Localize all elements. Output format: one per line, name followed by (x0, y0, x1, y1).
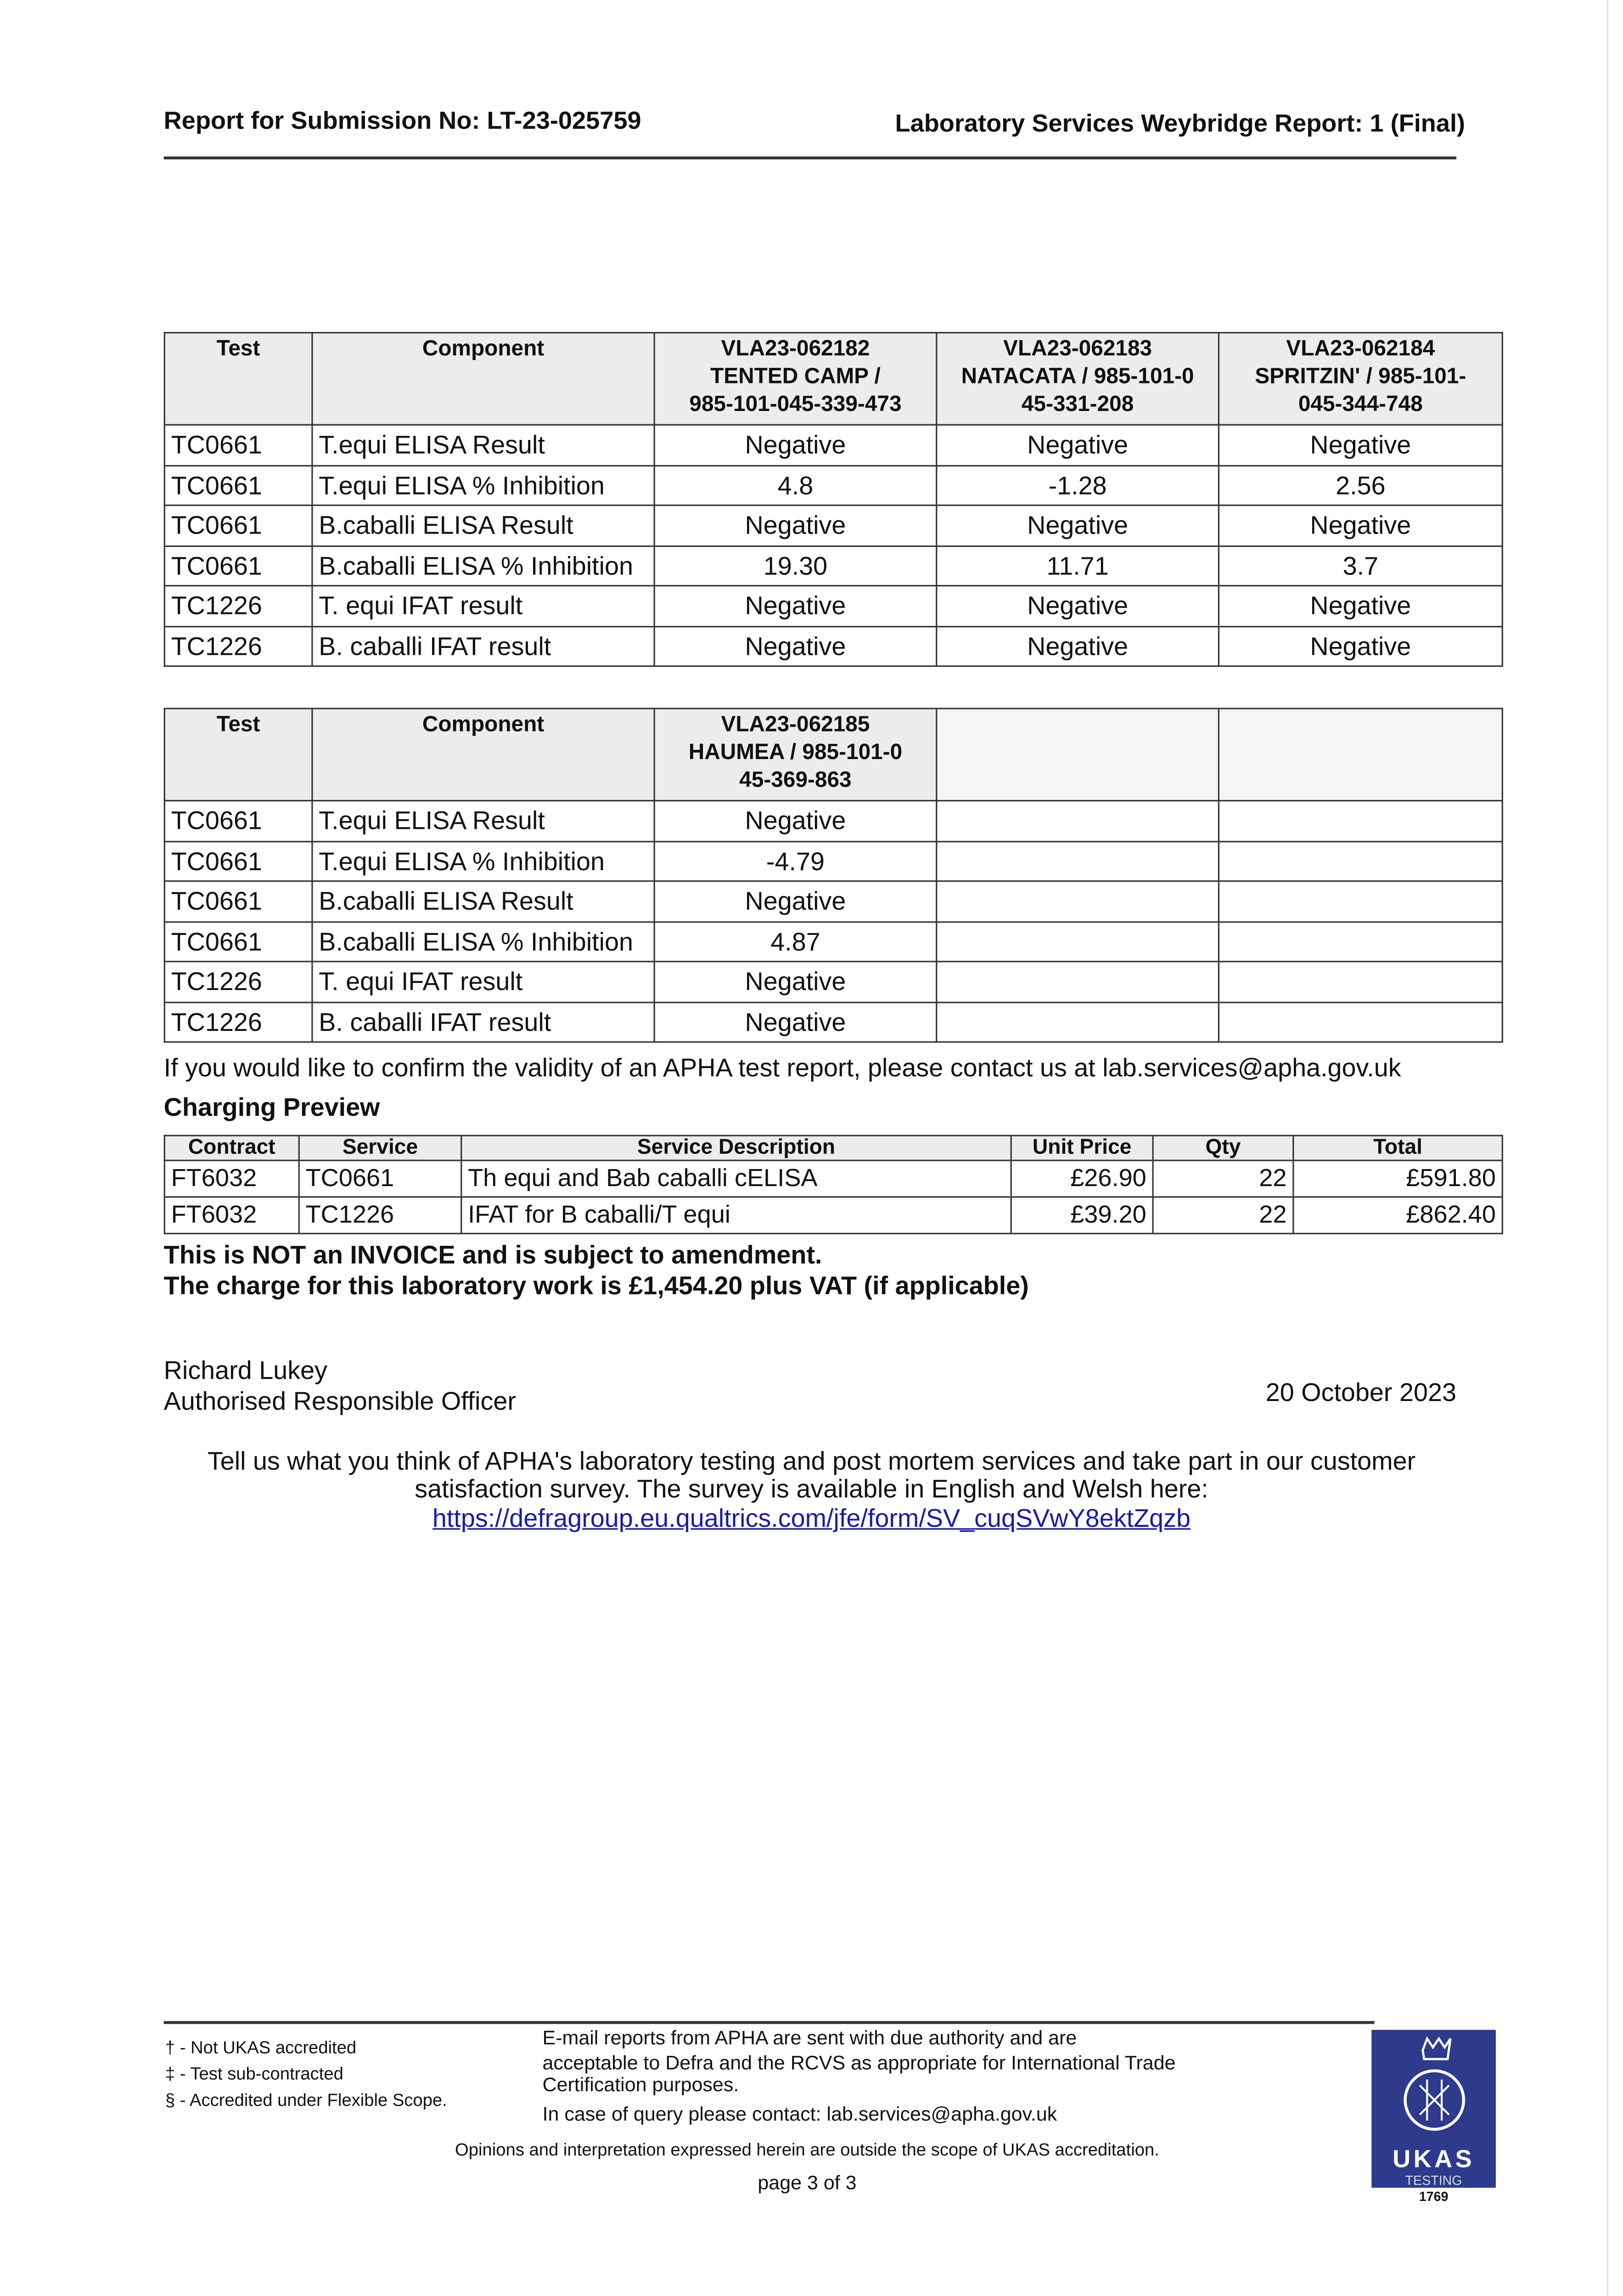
table-row (164, 505, 1502, 546)
col-contract: Contract (164, 1136, 299, 1160)
email-note-3: Certification purposes. (542, 2073, 739, 2096)
cell: TC1226 (164, 1002, 312, 1042)
crown-icon (1371, 2030, 1496, 2139)
cell (1219, 921, 1502, 962)
cell (937, 1002, 1219, 1042)
cell: Negative (654, 881, 937, 922)
cell: TC0661 (164, 505, 312, 546)
table-row (164, 881, 1502, 922)
survey-link[interactable]: https://defragroup.eu.qualtrics.com/jfe/form/SV_cuqSVwY8ektZqzb (432, 1503, 1191, 1533)
cell: Negative (654, 962, 937, 1002)
cell: Negative (937, 626, 1219, 666)
table-row (164, 962, 1502, 1002)
col-test: Test (164, 333, 312, 425)
cell: TC0661 (164, 841, 312, 881)
cell: B. caballi IFAT result (312, 626, 654, 666)
table-row (164, 1002, 1502, 1042)
cell: -4.79 (654, 841, 937, 881)
col-sample-4: VLA23-062185 HAUMEA / 985-101-0 45-369-863 (654, 709, 937, 801)
table-header-row (164, 333, 1502, 425)
cell: TC0661 (164, 881, 312, 922)
cell: Negative (1219, 585, 1502, 626)
cell: B. caballi IFAT result (312, 1002, 654, 1042)
submission-number: Report for Submission No: LT-23-025759 (163, 107, 641, 135)
table-row (164, 546, 1502, 586)
charging-table (164, 1135, 1503, 1234)
cell (1219, 841, 1502, 881)
total-charge-line: The charge for this laboratory work is £1,454.20 plus VAT (if applicable) (163, 1271, 1029, 1300)
col-test: Test (164, 709, 312, 801)
cell: T.equi ELISA % Inhibition (312, 841, 654, 881)
col-empty (1219, 709, 1502, 801)
col-total: Total (1293, 1136, 1502, 1160)
cell: TC1226 (164, 626, 312, 666)
cell: TC1226 (299, 1197, 461, 1234)
cell: £39.20 (1011, 1197, 1153, 1234)
survey-line-1: Tell us what you think of APHA's laboratory testing and post mortem services and take part in our customer (207, 1446, 1416, 1476)
legend-not-accredited: † - Not UKAS accredited (165, 2037, 357, 2058)
validity-note: If you would like to confirm the validity of an APHA test report, please contact us at lab.services@apha.gov.uk (163, 1052, 1401, 1082)
legend-flexible-scope: § - Accredited under Flexible Scope. (165, 2089, 447, 2110)
results-table-2 (164, 708, 1503, 1042)
cell: Negative (1219, 626, 1502, 666)
cell: Negative (654, 585, 937, 626)
email-note-1: E-mail reports from APHA are sent with due authority and are (542, 2026, 1077, 2049)
cell: £862.40 (1293, 1197, 1502, 1234)
col-sample-3: VLA23-062184 SPRITZIN' / 985-101- 045-344-748 (1219, 333, 1502, 425)
cell: TC0661 (299, 1160, 461, 1197)
query-contact: In case of query please contact: lab.services@apha.gov.uk (542, 2103, 1057, 2125)
legend-subcontracted: ‡ - Test sub-contracted (165, 2063, 343, 2084)
table-row (164, 425, 1502, 465)
table-row (164, 841, 1502, 881)
ukas-testing-text: TESTING (1405, 2173, 1462, 2188)
cell: 22 (1153, 1197, 1293, 1234)
cell: TC0661 (164, 921, 312, 962)
col-empty (937, 709, 1219, 801)
ukas-text: UKAS (1393, 2145, 1475, 2173)
cell: T.equi ELISA Result (312, 425, 654, 465)
cell: Negative (1219, 505, 1502, 546)
cell: 2.56 (1219, 465, 1502, 506)
cell (1219, 881, 1502, 922)
cell (937, 801, 1219, 841)
col-qty: Qty (1153, 1136, 1293, 1160)
cell: 22 (1153, 1160, 1293, 1197)
scan-edge (1607, 0, 1608, 2296)
cell: TC1226 (164, 585, 312, 626)
footer-divider (164, 2021, 1375, 2023)
cell: Th equi and Bab caballi cELISA (461, 1160, 1011, 1197)
col-component: Component (312, 333, 654, 425)
cell: T.equi ELISA % Inhibition (312, 465, 654, 506)
cell: T.equi ELISA Result (312, 801, 654, 841)
header-divider (164, 157, 1456, 159)
cell (937, 841, 1219, 881)
charging-title: Charging Preview (163, 1092, 380, 1122)
cell: 11.71 (937, 546, 1219, 586)
cell: B.caballi ELISA % Inhibition (312, 546, 654, 586)
col-sample-1: VLA23-062182 TENTED CAMP / 985-101-045-339-473 (654, 333, 937, 425)
cell (937, 962, 1219, 1002)
cell (1219, 1002, 1502, 1042)
cell: Negative (1219, 425, 1502, 465)
survey-line-2: satisfaction survey. The survey is available in English and Welsh here: (415, 1474, 1208, 1503)
cell: TC0661 (164, 801, 312, 841)
signatory-name: Richard Lukey (163, 1356, 327, 1385)
cell: B.caballi ELISA Result (312, 881, 654, 922)
col-sample-2: VLA23-062183 NATACATA / 985-101-0 45-331-208 (937, 333, 1219, 425)
cell: B.caballi ELISA Result (312, 505, 654, 546)
cell (937, 881, 1219, 922)
cell: Negative (654, 505, 937, 546)
table-header-row (164, 709, 1502, 801)
cell: Negative (654, 626, 937, 666)
cell: IFAT for B caballi/T equi (461, 1197, 1011, 1234)
table-row (164, 921, 1502, 962)
ukas-number: 1769 (1419, 2189, 1449, 2204)
cell: 4.8 (654, 465, 937, 506)
cell: £26.90 (1011, 1160, 1153, 1197)
page-number: page 3 of 3 (758, 2172, 857, 2194)
cell: TC0661 (164, 465, 312, 506)
cell: -1.28 (937, 465, 1219, 506)
charge-row (164, 1197, 1502, 1234)
cell (937, 921, 1219, 962)
col-unit-price: Unit Price (1011, 1136, 1153, 1160)
cell: Negative (654, 1002, 937, 1042)
cell (1219, 801, 1502, 841)
not-invoice-note: This is NOT an INVOICE and is subject to amendment. (163, 1240, 822, 1270)
charge-row (164, 1160, 1502, 1197)
cell: TC0661 (164, 425, 312, 465)
cell: 19.30 (654, 546, 937, 586)
cell: TC0661 (164, 546, 312, 586)
results-table-1 (164, 332, 1503, 667)
ukas-logo (1371, 2030, 1496, 2188)
cell: Negative (654, 425, 937, 465)
cell: £591.80 (1293, 1160, 1502, 1197)
cell: Negative (937, 585, 1219, 626)
cell: FT6032 (164, 1160, 299, 1197)
table-row (164, 585, 1502, 626)
report-date: 20 October 2023 (1265, 1377, 1456, 1407)
col-service: Service (299, 1136, 461, 1160)
cell: Negative (654, 801, 937, 841)
email-note-2: acceptable to Defra and the RCVS as appropriate for International Trade (542, 2052, 1176, 2074)
cell: FT6032 (164, 1197, 299, 1234)
table-row (164, 626, 1502, 666)
opinions-note: Opinions and interpretation expressed herein are outside the scope of UKAS accreditation. (455, 2139, 1159, 2160)
cell: Negative (937, 425, 1219, 465)
cell: Negative (937, 505, 1219, 546)
cell: 4.87 (654, 921, 937, 962)
table-header-row (164, 1136, 1502, 1160)
cell: 3.7 (1219, 546, 1502, 586)
signatory-role: Authorised Responsible Officer (163, 1386, 516, 1416)
col-description: Service Description (461, 1136, 1011, 1160)
report-title: Laboratory Services Weybridge Report: 1 (Final) (895, 109, 1466, 138)
table-row (164, 465, 1502, 506)
cell (1219, 962, 1502, 1002)
cell: TC1226 (164, 962, 312, 1002)
cell: T. equi IFAT result (312, 962, 654, 1002)
cell: B.caballi ELISA % Inhibition (312, 921, 654, 962)
table-row (164, 801, 1502, 841)
cell: T. equi IFAT result (312, 585, 654, 626)
col-component: Component (312, 709, 654, 801)
